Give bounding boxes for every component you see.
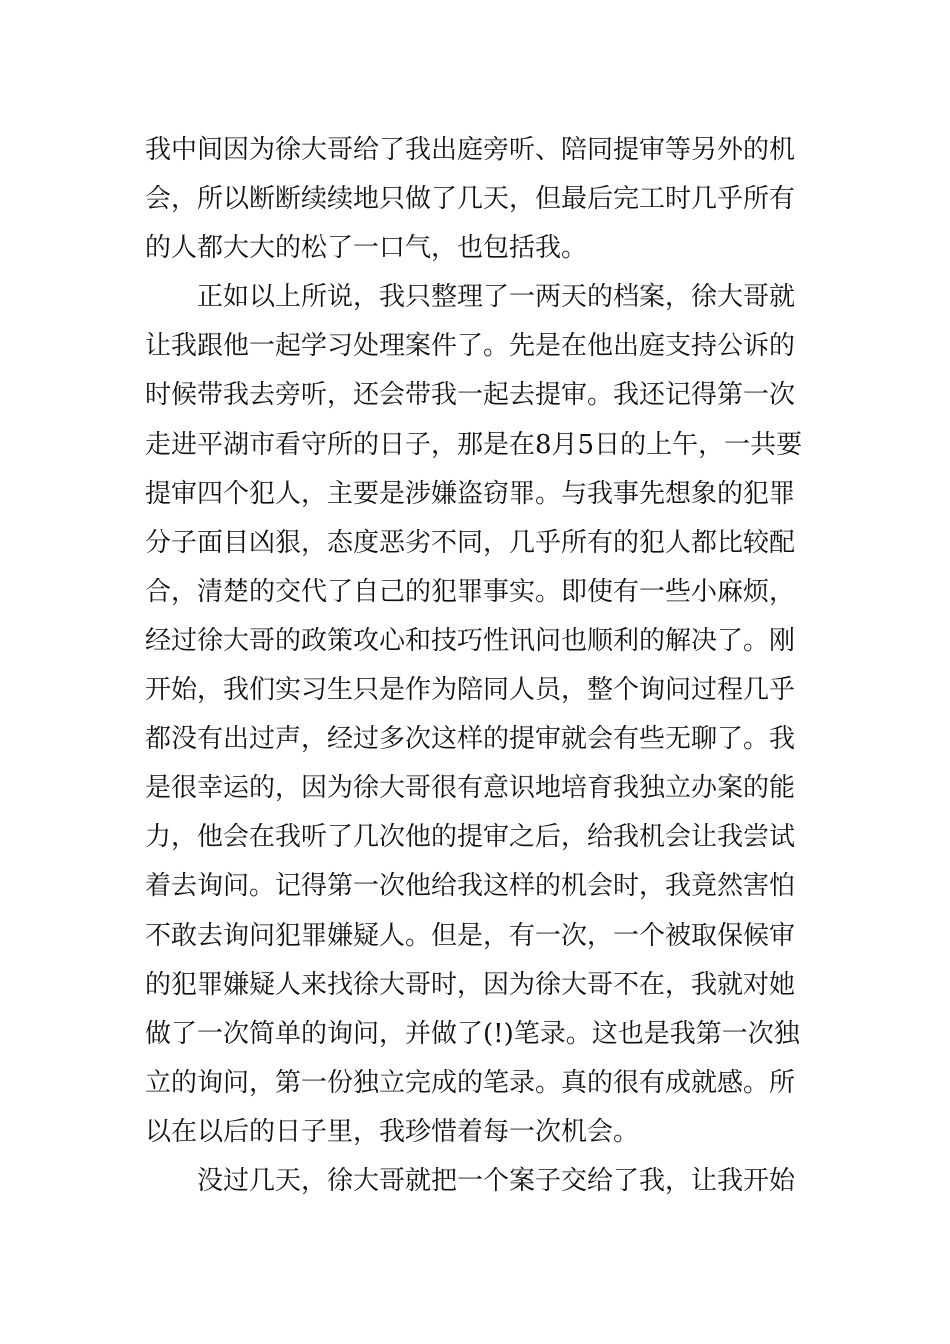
- text-line: 的人都大大的松了一口气，也包括我。: [145, 233, 588, 264]
- body-text: [145, 126, 815, 1206]
- text-line: 正如以上所说，我只整理了一两天的档案，徐大哥就: [145, 282, 796, 313]
- text-line: 以在以后的日子里，我珍惜着每一次机会。: [145, 1116, 640, 1147]
- text-line: 开始，我们实习生只是作为陪同人员，整个询问过程几乎: [145, 675, 796, 706]
- text-line: 让我跟他一起学习处理案件了。先是在他出庭支持公诉的: [145, 331, 796, 362]
- text-line: 力，他会在我听了几次他的提审之后，给我机会让我尝试: [145, 822, 796, 853]
- text-line: 走进平湖市看守所的日子，那是在8月5日的上午，一共要: [145, 429, 803, 460]
- text-line: 的犯罪嫌疑人来找徐大哥时，因为徐大哥不在，我就对她: [145, 969, 796, 1000]
- text-line: 是很幸运的，因为徐大哥很有意识地培育我独立办案的能: [145, 773, 796, 804]
- text-line: 着去询问。记得第一次他给我这样的机会时，我竟然害怕: [145, 871, 796, 902]
- text-line: 合，清楚的交代了自己的犯罪事实。即使有一些小麻烦，: [145, 576, 796, 607]
- text-line: 分子面目凶狠，态度恶劣不同，几乎所有的犯人都比较配: [145, 527, 796, 558]
- text-line: 提审四个犯人，主要是涉嫌盗窃罪。与我事先想象的犯罪: [145, 478, 796, 509]
- text-line: 不敢去询问犯罪嫌疑人。但是，有一次，一个被取保候审: [145, 920, 796, 951]
- text-line: 时候带我去旁听，还会带我一起去提审。我还记得第一次: [145, 380, 796, 411]
- text-line: 没过几天，徐大哥就把一个案子交给了我，让我开始: [145, 1165, 796, 1196]
- text-line: 都没有出过声，经过多次这样的提审就会有些无聊了。我: [145, 724, 796, 755]
- text-line: 经过徐大哥的政策攻心和技巧性讯问也顺利的解决了。刚: [145, 625, 796, 656]
- text-line: 我中间因为徐大哥给了我出庭旁听、陪同提审等另外的机: [145, 135, 796, 165]
- text-line: 会，所以断断续续地只做了几天，但最后完工时几乎所有: [145, 184, 796, 215]
- text-line: 做了一次简单的询问，并做了(!)笔录。这也是我第一次独: [145, 1018, 800, 1049]
- text-line: 立的询问，第一份独立完成的笔录。真的很有成就感。所: [145, 1067, 796, 1098]
